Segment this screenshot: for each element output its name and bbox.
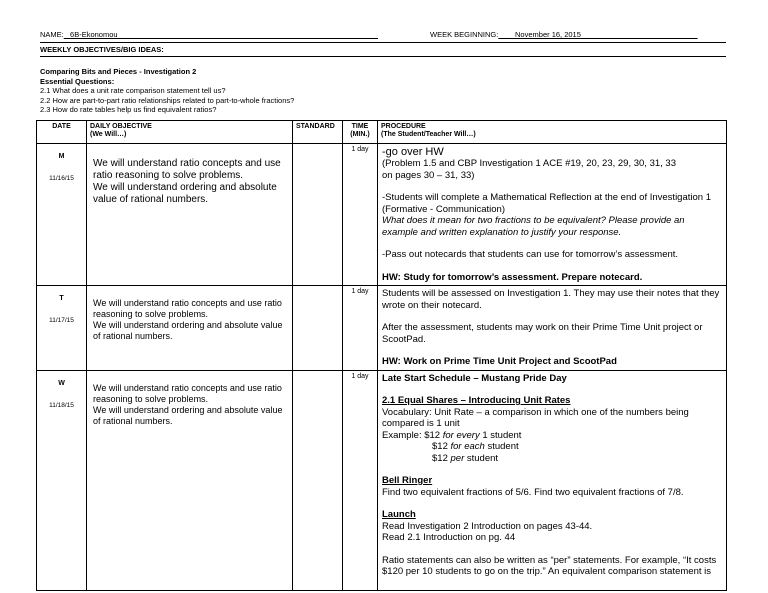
standard-cell bbox=[293, 144, 343, 286]
procedure-cell bbox=[378, 286, 727, 371]
week-value: November 16, 2015 bbox=[515, 30, 581, 39]
procedure-text: Students will be assessed on Investigation 1. They may use their notes that they wrote on their notecard. After the assessment, students may work on their Prime Time Unit project or ScootPad. HW: Work on Prime Time Unit Project and ScootPad bbox=[378, 286, 726, 370]
week-field bbox=[430, 30, 698, 39]
time-cell: 1 day bbox=[343, 286, 378, 371]
launch-title: Launch bbox=[382, 509, 416, 520]
day-label: W bbox=[58, 379, 65, 387]
eq-label: Essential Questions: bbox=[40, 76, 115, 86]
header-time: TIME (MIN.) bbox=[343, 121, 378, 144]
ratio-text: Ratio statements can also be written as “per” statements. For example, “It costs $120 per 10 students to go on the trip.” An equivalent comparison statement is bbox=[382, 554, 717, 577]
question-item: 2.3 How do rate tables help us find equivalent ratios? bbox=[40, 105, 217, 114]
header-divider bbox=[40, 42, 726, 43]
procedure-text: -go over HW (Problem 1.5 and CBP Investigation 1 ACE #19, 20, 23, 29, 30, 31, 33 on pages 30 – 31, 33) -Students will complete a Mathematical Reflection at the end of Investigation 1 (Formative - Communication) What does it mean for two fractions to be equivalent? Please provide an example and written explanation to justify your response. -Pass out notecards that students can use for tomorrow’s assessment. HW: Study for tomorrow’s assessment. Prepare notecard. bbox=[378, 144, 726, 285]
date-value: 11/18/15 bbox=[49, 401, 74, 409]
objective-cell bbox=[87, 144, 293, 286]
section-label: WEEKLY OBJECTIVES/BIG IDEAS: bbox=[40, 45, 164, 54]
week-label: WEEK BEGINNING: bbox=[430, 30, 499, 39]
objectives-divider bbox=[40, 56, 726, 57]
unit-title: Comparing Bits and Pieces - Investigation 2 bbox=[40, 67, 197, 76]
homework: HW: Study for tomorrow’s assessment. Prepare notecard. bbox=[382, 271, 643, 283]
table-header-row bbox=[37, 121, 727, 144]
objective-cell bbox=[87, 286, 293, 371]
lesson-title: 2.1 Equal Shares – Introducing Unit Rates bbox=[382, 395, 571, 406]
schedule-note: Late Start Schedule – Mustang Pride Day bbox=[382, 372, 567, 384]
objective-text: We will understand ratio concepts and use ratio reasoning to solve problems. We will understand ordering and absolute value of rational numbers. bbox=[93, 382, 283, 426]
bell-ringer-text: Find two equivalent fractions of 5/6. Find two equivalent fractions of 7/8. bbox=[382, 486, 684, 498]
standard-cell bbox=[293, 286, 343, 371]
procedure-cell bbox=[378, 370, 727, 590]
header-procedure: PROCEDURE (The Student/Teacher Will…) bbox=[378, 121, 727, 144]
day-label: M bbox=[58, 153, 65, 160]
essential-questions bbox=[40, 67, 294, 115]
date-cell bbox=[37, 286, 87, 371]
objectives-section bbox=[40, 45, 164, 55]
lesson-plan-table bbox=[36, 120, 727, 591]
name-label: NAME: bbox=[40, 30, 64, 39]
name-value: 6B-Ekonomou bbox=[70, 30, 118, 39]
bell-ringer-title: Bell Ringer bbox=[382, 475, 433, 486]
example-line: $12 for each student bbox=[432, 441, 519, 452]
date-value: 11/16/15 bbox=[49, 175, 74, 182]
header-standard: STANDARD bbox=[293, 121, 343, 144]
header-date: DATE bbox=[37, 121, 87, 144]
day-label: T bbox=[59, 295, 64, 302]
objective-text: We will understand ratio concepts and use ratio reasoning to solve problems. We will understand ordering and absolute value of rational numbers. bbox=[93, 158, 281, 205]
name-field bbox=[40, 30, 378, 39]
date-cell bbox=[37, 370, 87, 590]
vocabulary: Vocabulary: Unit Rate – a comparison in which one of the numbers being compared is 1 unit bbox=[382, 406, 689, 429]
objective-cell bbox=[87, 370, 293, 590]
table-row bbox=[37, 370, 727, 590]
procedure-text: Late Start Schedule – Mustang Pride Day 2.1 Equal Shares – Introducing Unit Rates Vocabulary: Unit Rate – a comparison in which one of the numbers being compared is 1 unit Example: $12 for every 1 student $12 for each student $12 per student Bell Ringer Find two equivalent fractions of 5/6. Find two equivalent fractions of 7/8. Launch Read Investigation 2 Introduction on pages 43-44. Read 2.1 Introduction on pg. 44 Ratio statements can also be written as “per” statements. For example, “It costs $120 per 10 students to go on the trip.” An equivalent comparison statement is bbox=[378, 371, 726, 580]
standard-cell bbox=[293, 370, 343, 590]
header-objective: DAILY OBJECTIVE (We Will…) bbox=[87, 121, 293, 144]
question-item: 2.1 What does a unit rate comparison statement tell us? bbox=[40, 86, 226, 95]
objective-text: We will understand ratio concepts and use ratio reasoning to solve problems. We will understand ordering and absolute value of rational numbers. bbox=[93, 298, 283, 341]
question-item: 2.2 How are part-to-part ratio relationships related to part-to-whole fractions? bbox=[40, 95, 295, 105]
example-line: $12 per student bbox=[432, 452, 499, 464]
table-row bbox=[37, 286, 727, 371]
procedure-cell bbox=[378, 144, 727, 286]
example-line: Example: $12 for every 1 student bbox=[382, 429, 522, 441]
table-row bbox=[37, 144, 727, 286]
time-cell: 1 day bbox=[343, 144, 378, 286]
date-value: 11/17/15 bbox=[49, 317, 74, 324]
date-cell bbox=[37, 144, 87, 286]
homework: HW: Work on Prime Time Unit Project and ScootPad bbox=[382, 356, 617, 367]
time-cell: 1 day bbox=[343, 370, 378, 590]
